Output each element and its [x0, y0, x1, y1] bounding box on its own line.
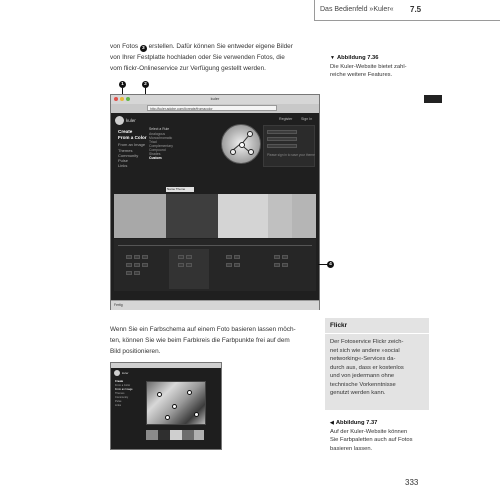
app-name: kuler: [126, 118, 136, 123]
menu-pulse[interactable]: Pulse: [118, 158, 129, 163]
color-swatch[interactable]: [182, 430, 194, 440]
value-field[interactable]: [142, 263, 148, 267]
color-picker-dot[interactable]: [172, 404, 177, 409]
window-title: kuler: [210, 96, 220, 101]
url-field[interactable]: http://kuler.adobe.com/#create/fromacolor: [147, 105, 277, 111]
chapter-title: Das Bedienfeld »Kuler«: [320, 6, 394, 13]
status-text: Fertig: [114, 303, 123, 307]
value-field[interactable]: [126, 263, 132, 267]
color-swatch[interactable]: [170, 430, 182, 440]
menu-from-a-color[interactable]: From a Color: [115, 384, 131, 387]
color-swatch[interactable]: [268, 194, 292, 238]
menu-community[interactable]: Community: [118, 153, 139, 158]
intro-line-1: von Fotos 3 erstellen. Dafür können Sie entweder eigene Bilder: [110, 43, 293, 51]
color-swatch[interactable]: [218, 194, 268, 238]
menu-links[interactable]: Links: [115, 404, 122, 407]
value-field[interactable]: [178, 255, 184, 259]
color-controls: [114, 239, 316, 291]
browser-title-bar: [111, 363, 221, 368]
value-field[interactable]: [142, 255, 148, 259]
color-picker-dot[interactable]: [194, 412, 199, 417]
source-photo[interactable]: [146, 381, 206, 425]
value-field[interactable]: [134, 271, 140, 275]
panel-text: Please sign in to save your theme: [267, 153, 315, 157]
menu-create[interactable]: Create: [115, 380, 124, 383]
panel-field[interactable]: [267, 130, 297, 134]
slider-track[interactable]: [118, 245, 312, 246]
flickr-box-title: Flickr: [330, 322, 348, 329]
color-picker-dot[interactable]: [157, 392, 162, 397]
value-field[interactable]: [234, 263, 240, 267]
color-swatch[interactable]: [114, 194, 166, 238]
rule-shades[interactable]: Shades: [149, 152, 161, 156]
register-link[interactable]: Register: [279, 117, 293, 121]
chapter-tab-marker: [424, 95, 442, 103]
triangle-down-icon: ▼: [330, 55, 335, 61]
value-field[interactable]: [282, 255, 288, 259]
value-field[interactable]: [178, 263, 184, 267]
value-field[interactable]: [134, 255, 140, 259]
middle-line-2: ten, können Sie wie beim Farbkreis die Farbpunkte frei auf dem: [110, 337, 290, 344]
color-swatch[interactable]: [166, 194, 218, 238]
color-wheel[interactable]: [221, 124, 261, 164]
header-rule-vertical: [314, 0, 315, 20]
kuler-photo-screenshot: [110, 362, 222, 450]
rule-custom[interactable]: Custom: [149, 156, 162, 160]
wheel-handle[interactable]: [247, 131, 253, 137]
callout-3-inline: 3: [140, 45, 147, 52]
menu-themes[interactable]: Themes: [118, 148, 133, 153]
rule-compound[interactable]: Compound: [149, 148, 166, 152]
kuler-app: [111, 113, 319, 309]
kuler-logo-icon: [115, 116, 124, 125]
figure-737-caption: ◀ Abbildung 7.37 Auf der Kuler-Website können Sie Farbpaletten auch auf Fotos basieren lassen.: [330, 420, 413, 452]
flickr-box-body: Der Fotoservice Flickr zeich- net sich wie andere »social networking«-Services da- durch aus, dass er kostenlos und von jedermann ohne technische Vorkenntnisse genutzt werden kann.: [330, 339, 404, 396]
menu-themes[interactable]: Themes: [115, 392, 125, 395]
value-field[interactable]: [282, 263, 288, 267]
theme-name-field[interactable]: Name Theme: [166, 187, 194, 192]
value-field[interactable]: [226, 263, 232, 267]
section-number: 7.5: [410, 5, 422, 14]
panel-field[interactable]: [267, 137, 297, 141]
value-field[interactable]: [126, 271, 132, 275]
menu-links[interactable]: Links: [118, 163, 128, 168]
value-field[interactable]: [226, 255, 232, 259]
panel-field[interactable]: [267, 144, 297, 148]
intro-line-2: von Ihrer Festplatte hochladen oder Sie verwenden Fotos, die: [110, 54, 285, 61]
menu-community[interactable]: Community: [115, 396, 129, 399]
value-field[interactable]: [234, 255, 240, 259]
callout-1: 1: [119, 81, 126, 88]
menu-create[interactable]: Create: [118, 129, 133, 134]
value-field[interactable]: [186, 263, 192, 267]
value-field[interactable]: [274, 263, 280, 267]
menu-from-an-image[interactable]: From an Image: [118, 142, 146, 147]
rules-title: Select a Rule: [149, 127, 170, 131]
wheel-handle[interactable]: [230, 149, 236, 155]
color-swatch[interactable]: [146, 430, 158, 440]
wheel-handle[interactable]: [248, 149, 254, 155]
kuler-logo-icon: [114, 370, 120, 376]
value-field[interactable]: [186, 255, 192, 259]
sign-in-link[interactable]: Sign In: [301, 117, 313, 121]
color-swatch[interactable]: [292, 194, 316, 238]
menu-from-an-image[interactable]: From an Image: [115, 388, 133, 391]
app-name: kuler: [122, 371, 129, 375]
menu-pulse[interactable]: Pulse: [115, 400, 122, 403]
callout-4: 4: [327, 261, 334, 268]
wheel-center-handle[interactable]: [239, 142, 245, 148]
value-field[interactable]: [134, 263, 140, 267]
value-field[interactable]: [126, 255, 132, 259]
middle-line-3: Bild positionieren.: [110, 348, 161, 355]
rule-triad[interactable]: Triad: [149, 140, 157, 144]
color-picker-dot[interactable]: [165, 415, 170, 420]
page-number: 333: [405, 478, 419, 487]
color-picker-dot[interactable]: [187, 390, 192, 395]
rule-monochromatic[interactable]: Monochromatic: [149, 136, 173, 140]
browser-status-bar: [111, 300, 319, 310]
triangle-left-icon: ◀: [330, 420, 334, 426]
menu-from-a-color[interactable]: From a Color: [118, 135, 147, 140]
callout-2: 2: [142, 81, 149, 88]
color-swatch[interactable]: [158, 430, 170, 440]
header-rule-horizontal: [314, 20, 500, 21]
value-field[interactable]: [274, 255, 280, 259]
color-swatch[interactable]: [194, 430, 204, 440]
rule-complementary[interactable]: Complementary: [149, 144, 173, 148]
theme-panel: [263, 125, 315, 167]
flickr-box-divider: [325, 333, 429, 334]
rule-analogous[interactable]: Analogous: [149, 132, 166, 136]
kuler-website-screenshot: [110, 94, 320, 310]
intro-line-3: vom flickr-Onlineservice zur Verfügung gestellt werden.: [110, 65, 266, 72]
figure-736-caption: ▼ Abbildung 7.36 Die Kuler-Website bietet zahl- reiche weitere Features.: [330, 55, 407, 78]
middle-line-1: Wenn Sie ein Farbschema auf einem Foto basieren lassen möch-: [110, 326, 296, 333]
